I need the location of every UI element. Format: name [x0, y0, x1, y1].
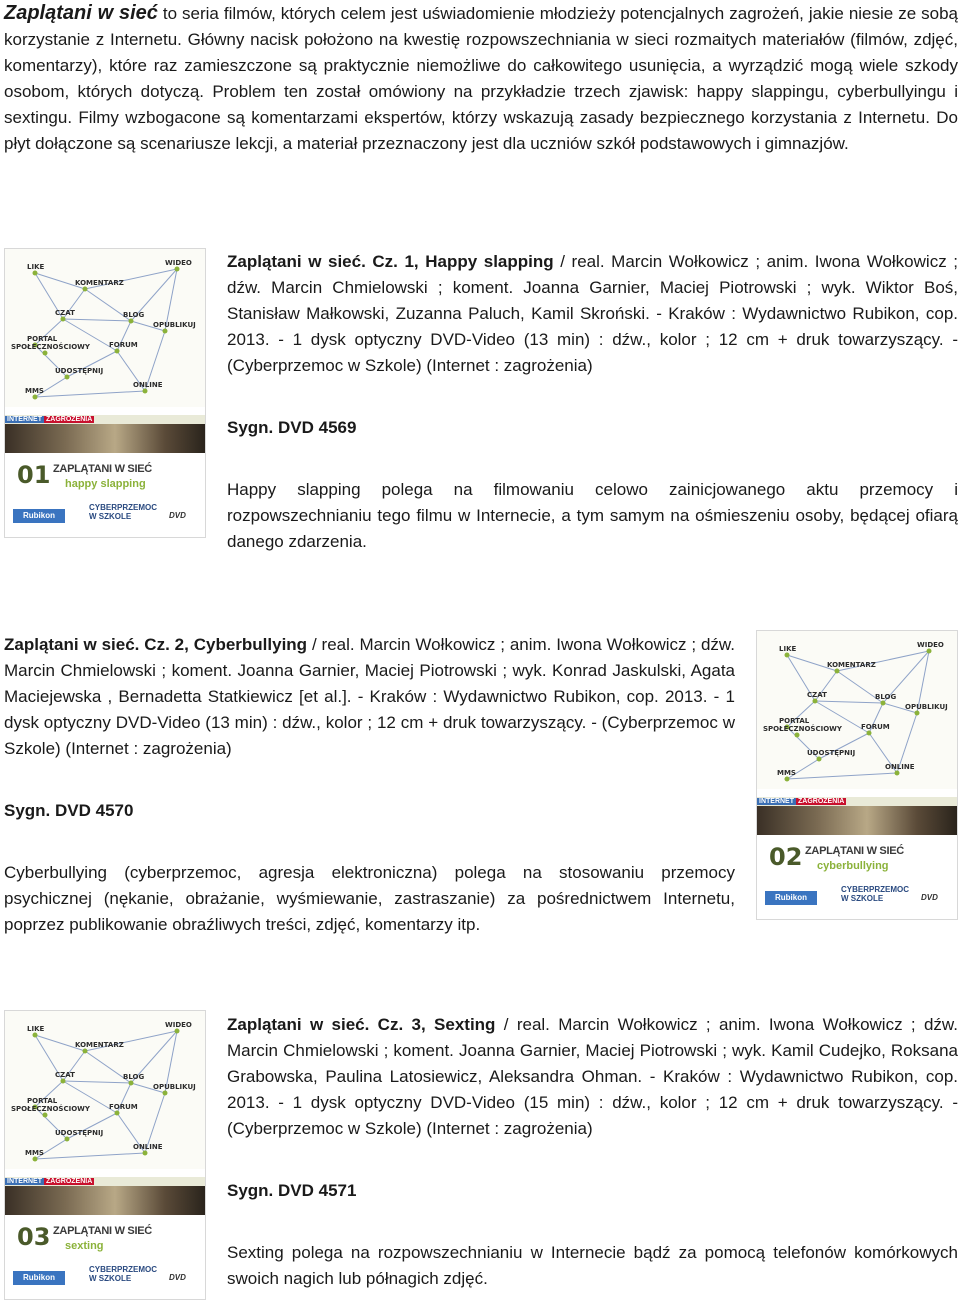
cover-series-name [89, 503, 157, 521]
network-link [63, 1081, 131, 1083]
network-node [817, 757, 822, 762]
catalog-entry-1 [227, 249, 958, 555]
network-node [143, 389, 148, 394]
entry-title: Zaplątani w sieć. Cz. 3, Sexting [227, 1015, 496, 1034]
network-link [35, 1153, 145, 1159]
cover-subtitle: sexting [65, 1240, 104, 1252]
network-node [915, 711, 920, 716]
network-label: WIDEO [165, 259, 192, 267]
network-label: PORTAL [779, 717, 810, 725]
bibliographic-description [227, 1012, 958, 1142]
network-label: FORUM [109, 1103, 138, 1111]
network-label: KOMENTARZ [827, 661, 876, 669]
network-node [927, 649, 932, 654]
dvd-cover-2 [756, 630, 958, 920]
call-number: Sygn. DVD 4571 [227, 1181, 357, 1200]
network-node [65, 375, 70, 380]
network-node [33, 1157, 38, 1162]
network-node [61, 317, 66, 322]
network-node [33, 395, 38, 400]
network-label: ONLINE [885, 763, 915, 771]
network-node [65, 1137, 70, 1142]
network-label: OPUBLIKUJ [153, 321, 196, 329]
call-number: Sygn. DVD 4570 [4, 801, 134, 820]
network-label: CZAT [807, 691, 827, 699]
network-label: PORTAL [27, 1097, 58, 1105]
network-link [63, 319, 131, 321]
network-node [83, 1049, 88, 1054]
cover-series: ZAPLĄTANI W SIEĆ [805, 845, 904, 857]
network-link [787, 773, 897, 779]
cover-subtitle: happy slapping [65, 478, 146, 490]
cover-strip [757, 797, 957, 806]
series-title: Zaplątani w sieć [4, 2, 158, 24]
network-label: UDOSTĘPNIJ [55, 1129, 104, 1137]
network-label: UDOSTĘPNIJ [807, 749, 856, 757]
call-number: Sygn. DVD 4569 [227, 418, 357, 437]
network-label: OPUBLIKUJ [905, 703, 948, 711]
catalog-entry-2 [4, 632, 735, 938]
strip-zagrozenia: ZAGROŻENIA [46, 416, 93, 423]
network-label: SPOŁECZNOŚCIOWY [11, 343, 90, 351]
network-node [143, 1151, 148, 1156]
network-label: LIKE [27, 263, 45, 271]
network-label: SPOŁECZNOŚCIOWY [763, 725, 842, 733]
entry-desc: / real. Marcin Wołkowicz ; anim. Iwona Wołkowicz ; dźw. Marcin Chmielowski ; koment. Joanna Garnier, Maciej Piotrowski ; wyk. Kamil Cudejko, Roksana Grabowska, Paulina Latosiewicz, Aleksandra Ohman. - Kraków : Wydawnictwo Rubikon, cop. 2013. - 1 dysk optyczny DVD-Video (15 min) : dźw., kolor ; 12 cm + druk towarzyszący. - (Cyberprzemoc w Szkole) (Internet : zagrożenia) [227, 1015, 958, 1138]
entry-summary: Cyberbullying (cyberprzemoc, agresja elektroniczna) polega na stosowaniu przemocy psychicznej (nękanie, obrażanie, wyśmiewanie, zastraszanie) za pośrednictwem Internetu, poprzez publikowanie obraźliwych treści, zdjęć, komentarzy itp. [4, 863, 735, 934]
network-label: ONLINE [133, 1143, 163, 1151]
network-label: KOMENTARZ [75, 1041, 124, 1049]
dvd-cover-1 [4, 248, 206, 538]
network-node [867, 731, 872, 736]
network-label: LIKE [27, 1025, 45, 1033]
publisher-logo: Rubikon [765, 891, 817, 905]
network-node [129, 1081, 134, 1086]
network-label: OPUBLIKUJ [153, 1083, 196, 1091]
cover-series-name [89, 1265, 157, 1283]
network-node [115, 1111, 120, 1116]
network-label: UDOSTĘPNIJ [55, 367, 104, 375]
network-node [163, 1091, 168, 1096]
network-node [795, 733, 800, 738]
network-node [33, 271, 38, 276]
dvd-logo: DVD [169, 511, 186, 520]
dvd-logo: DVD [921, 893, 938, 902]
cyber-line-1: CYBERPRZEMOC [841, 885, 910, 894]
entry-desc: / real. Marcin Wołkowicz ; anim. Iwona Wołkowicz ; dźw. Marcin Chmielowski ; koment. Joanna Garnier, Maciej Piotrowski ; wyk. Konrad Jaskulski, Agata Maciejewska , Bernadetta Statkiewicz [et al.]. - Kraków : Wydawnictwo Rubikon, cop. 2013. - 1 dysk optyczny DVD-Video (13 min) : dźw., kolor ; 12 cm + druk towarzyszący. - (Cyberprzemoc w Szkole) (Internet : zagrożenia) [4, 635, 735, 758]
network-node [61, 1079, 66, 1084]
cover-photo [5, 424, 205, 453]
cover-number: 02 [769, 843, 803, 871]
dvd-cover-3 [4, 1010, 206, 1300]
cover-series-name [841, 885, 909, 903]
network-node [43, 351, 48, 356]
network-node [33, 1033, 38, 1038]
network-node [129, 319, 134, 324]
network-label: LIKE [779, 645, 797, 653]
cyber-line-2: W SZKOLE [841, 894, 884, 903]
network-node [881, 701, 886, 706]
publisher-logo: Rubikon [13, 1271, 65, 1285]
cover-series: ZAPLĄTANI W SIEĆ [53, 463, 152, 475]
cover-number: 01 [17, 461, 51, 489]
network-label: MMS [25, 387, 44, 395]
entry-title: Zaplątani w sieć. Cz. 2, Cyberbullying [4, 635, 308, 654]
cyber-line-2: W SZKOLE [89, 512, 132, 521]
cover-strip [5, 415, 205, 424]
intro-paragraph [4, 0, 958, 157]
strip-internet: INTERNET [7, 416, 42, 423]
cover-number: 03 [17, 1223, 51, 1251]
strip-zagrozenia: ZAGROŻENIA [46, 1178, 93, 1185]
network-label: WIDEO [917, 641, 944, 649]
strip-internet: INTERNET [7, 1178, 42, 1185]
entry-summary: Sexting polega na rozpowszechnianiu w Internecie bądź za pomocą telefonów komórkowych swoich nagich lub półnagich zdjęć. [227, 1243, 958, 1288]
network-label: KOMENTARZ [75, 279, 124, 287]
network-label: BLOG [123, 1073, 145, 1081]
network-node [813, 699, 818, 704]
network-label: SPOŁECZNOŚCIOWY [11, 1105, 90, 1113]
network-node [895, 771, 900, 776]
entry-summary: Happy slapping polega na filmowaniu celowo zainicjowanego aktu przemocy i rozpowszechnianiu tego filmu w Internecie, a tym samym na ośmieszeniu osoby, będącej ofiarą danego zdarzenia. [227, 480, 958, 551]
network-label: BLOG [875, 693, 897, 701]
network-link [35, 391, 145, 397]
network-link [815, 701, 883, 703]
catalog-entry-3 [227, 1012, 958, 1292]
bibliographic-description [227, 249, 958, 379]
bibliographic-description [4, 632, 735, 762]
cover-strip [5, 1177, 205, 1186]
network-node [785, 653, 790, 658]
network-label: FORUM [109, 341, 138, 349]
strip-zagrozenia: ZAGROŻENIA [798, 798, 845, 805]
network-node [43, 1113, 48, 1118]
strip-internet: INTERNET [759, 798, 794, 805]
network-label: PORTAL [27, 335, 58, 343]
network-node [175, 267, 180, 272]
network-label: WIDEO [165, 1021, 192, 1029]
network-node [835, 669, 840, 674]
network-label: CZAT [55, 1071, 75, 1079]
network-label: ONLINE [133, 381, 163, 389]
publisher-logo: Rubikon [13, 509, 65, 523]
cyber-line-1: CYBERPRZEMOC [89, 503, 158, 512]
network-node [83, 287, 88, 292]
network-label: MMS [25, 1149, 44, 1157]
cover-series: ZAPLĄTANI W SIEĆ [53, 1225, 152, 1237]
network-label: FORUM [861, 723, 890, 731]
network-label: BLOG [123, 311, 145, 319]
network-graphic [757, 631, 957, 789]
cover-subtitle: cyberbullying [817, 860, 889, 872]
entry-desc: / real. Marcin Wołkowicz ; anim. Iwona Wołkowicz ; dźw. Marcin Chmielowski ; koment. Joanna Garnier, Maciej Piotrowski ; wyk. Wiktor Boś, Stanisław Małkowski, Zuzanna Paluch, Kamil Skroński. - Kraków : Wydawnictwo Rubikon, cop. 2013. - 1 dysk optyczny DVD-Video (13 min) : dźw., kolor ; 12 cm + druk towarzyszący. - (Cyberprzemoc w Szkole) (Internet : zagrożenia) [227, 252, 958, 375]
network-graphic [5, 1011, 205, 1169]
cyber-line-2: W SZKOLE [89, 1274, 132, 1283]
network-label: MMS [777, 769, 796, 777]
network-node [163, 329, 168, 334]
network-node [115, 349, 120, 354]
entry-title: Zaplątani w sieć. Cz. 1, Happy slapping [227, 252, 554, 271]
dvd-logo: DVD [169, 1273, 186, 1282]
cyber-line-1: CYBERPRZEMOC [89, 1265, 158, 1274]
cover-photo [757, 806, 957, 835]
network-node [175, 1029, 180, 1034]
intro-text: to seria filmów, których celem jest uświadomienie młodzieży potencjalnych zagrożeń, jakie niesie ze sobą korzystanie z Internetu. Główny nacisk położono na kwestię rozpowszechniania w sieci rozmaitych materiałów (filmów, zdjęć, komentarzy), które raz zamieszczone są praktycznie niemożliwe do całkowitego usunięcia, a wyrządzić mogą wiele szkody osobom, których dotyczą. Problem ten został omówiony na przykładzie trzech zjawisk: happy slappingu, cyberbullyingu i sextingu. Filmy wzbogacone są komentarzami ekspertów, którzy wskazują zasady bezpiecznego korzystania z Internetu. Do płyt dołączone są scenariusze lekcji, a materiał przeznaczony jest dla uczniów szkół podstawowych i gimnazjów. [4, 4, 959, 153]
network-graphic [5, 249, 205, 407]
cover-photo [5, 1186, 205, 1215]
network-node [785, 777, 790, 782]
network-label: CZAT [55, 309, 75, 317]
